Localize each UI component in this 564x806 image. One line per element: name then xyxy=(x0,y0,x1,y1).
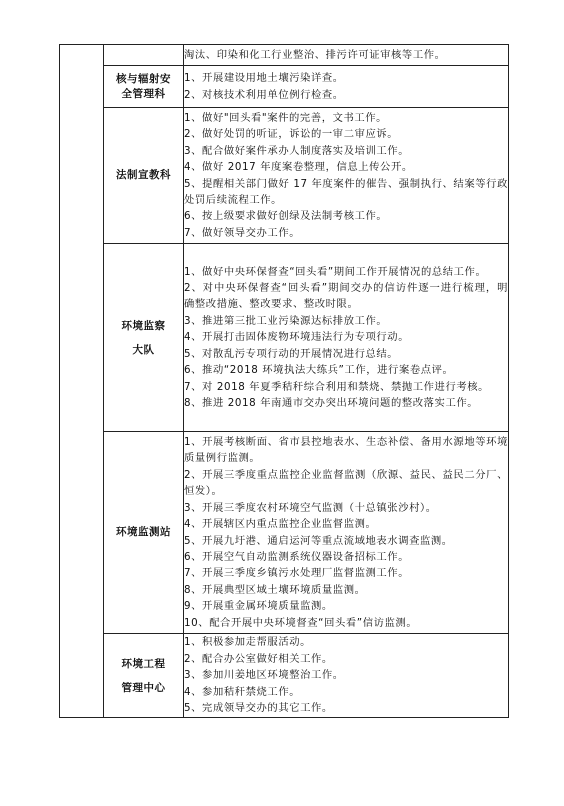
task-item: 6、推动“2018 环境执法大练兵”工作，进行案卷点评。 xyxy=(184,364,454,377)
task-item: 1、做好"回头看"案件的完善，文书工作。 xyxy=(184,111,388,124)
task-item: 9、开展重金属环境质量监测。 xyxy=(184,600,333,613)
tasks-cell xyxy=(184,432,509,634)
task-item: 4、开展辖区内重点监控企业监督监测。 xyxy=(184,518,377,531)
table-row xyxy=(60,634,509,718)
tasks-cell xyxy=(184,244,509,432)
dept-cell xyxy=(104,108,184,244)
task-item: 5、开展九圩港、通启运河等重点流域地表水调查监测。 xyxy=(184,534,453,547)
task-item: 10、配合开展中央环境督查“回头看”信访监测。 xyxy=(184,616,418,629)
blank-merged-cell xyxy=(60,45,104,718)
task-item: 8、开展典型区域土壤环境质量监测。 xyxy=(184,583,366,596)
dept-name: 法制宣教科 xyxy=(116,169,171,181)
task-item: 8、推进 2018 年南通市交办突出环境问题的整改落实工作。 xyxy=(184,396,479,409)
task-item: 6、开展空气自动监测系统仪器设备招标工作。 xyxy=(184,550,410,563)
task-item: 2、配合办公室做好相关工作。 xyxy=(184,652,333,665)
task-item: 1、积极参加走帮服活动。 xyxy=(184,636,312,649)
task-item: 6、按上级要求做好创绿及法制考核工作。 xyxy=(184,210,388,223)
task-item: 3、配合做好案件承办人制度落实及培训工作。 xyxy=(184,144,410,157)
dept-name: 环境工程 xyxy=(121,657,166,670)
task-item: 4、开展打击固体废物环境违法行为专项行动。 xyxy=(184,331,410,344)
task-item: 4、参加秸秆禁烧工作。 xyxy=(184,685,301,698)
table-row xyxy=(60,244,509,432)
task-item: 2、开展三季度重点监控企业监督监测（欣源、益民、益民二分厂、恒发）。 xyxy=(184,468,508,498)
dept-cell xyxy=(104,432,184,634)
task-item: 3、推进第三批工业污染源达标排放工作。 xyxy=(184,314,388,327)
task-item: 1、开展考核断面、省市县控地表水、生态补偿、备用水源地等环境质量例行监测。 xyxy=(184,436,508,465)
task-item: 5、对散乱污专项行动的开展情况进行总结。 xyxy=(184,347,399,360)
dept-name: 核与辐射安 xyxy=(116,72,171,85)
dept-name: 环境监测站 xyxy=(116,526,171,538)
task-item: 7、做好领导交办工作。 xyxy=(184,226,301,239)
task-item: 5、完成领导交办的其它工作。 xyxy=(184,702,333,715)
dept-name: 环境监察 xyxy=(121,319,166,332)
table-row xyxy=(60,432,509,634)
dept-cell xyxy=(104,66,184,108)
dept-cell xyxy=(104,45,184,66)
dept-cell xyxy=(104,244,184,432)
dept-name: 管理中心 xyxy=(121,681,166,694)
tasks-cell xyxy=(184,634,509,718)
task-item: 5、提醒相关部门做好 17 年度案件的催告、强制执行、结案等行政处罚后续流程工作。 xyxy=(184,177,508,206)
task-item: 3、参加川姜地区环境整治工作。 xyxy=(184,669,344,682)
table-row xyxy=(60,108,509,244)
task-item: 1、做好中央环保督查“回头看”期间工作开展情况的总结工作。 xyxy=(184,265,487,278)
tasks-cell xyxy=(184,66,509,108)
dept-name: 大队 xyxy=(132,343,155,356)
dept-cell xyxy=(104,634,184,718)
tasks-cell xyxy=(184,45,509,66)
tasks-cell xyxy=(184,108,509,244)
task-item: 3、开展三季度农村环境空气监测（十总镇张沙村）。 xyxy=(184,501,437,514)
table-row xyxy=(60,45,509,66)
task-item: 7、开展三季度乡镇污水处理厂监督监测工作。 xyxy=(184,567,410,580)
task-item: 2、做好处罚的听证，诉讼的一审二审应诉。 xyxy=(184,128,399,141)
table-row xyxy=(60,66,509,108)
task-item: 7、对 2018 年夏季秸秆综合利用和禁烧、禁抛工作进行考核。 xyxy=(184,380,490,393)
task-item: 淘汰、印染和化工行业整治、排污许可证审核等工作。 xyxy=(184,48,446,61)
work-plan-table xyxy=(59,44,509,718)
task-item: 4、做好 2017 年度案卷整理，信息上传公开。 xyxy=(184,161,413,174)
dept-name: 全管理科 xyxy=(121,87,166,100)
task-item: 1、开展建设用地土壤污染详查。 xyxy=(184,72,344,85)
task-item: 2、对中央环保督查“回头看”期间交办的信访件逐一进行梳理，明确整改措施、整改要求、整改时限。 xyxy=(184,282,508,311)
task-item: 2、对核技术利用单位例行检查。 xyxy=(184,88,344,101)
